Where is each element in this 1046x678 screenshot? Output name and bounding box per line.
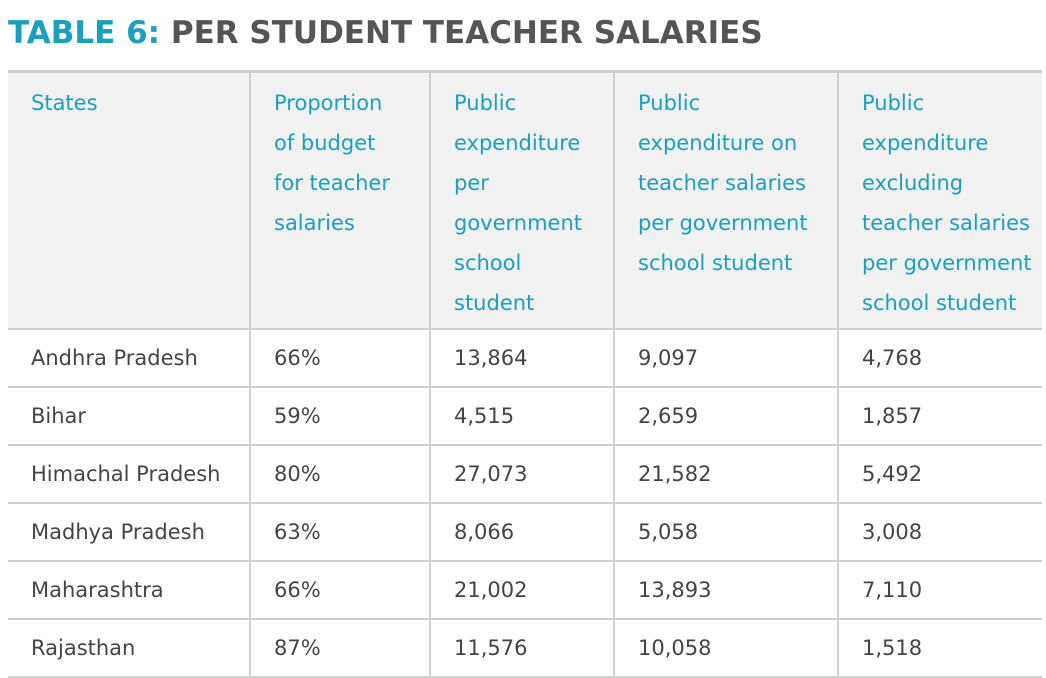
header-line: for teacher bbox=[274, 171, 390, 195]
header-states bbox=[8, 72, 250, 329]
table-row bbox=[8, 503, 1042, 561]
header-line: government bbox=[454, 211, 583, 235]
header-line: Public bbox=[862, 91, 925, 115]
cell-state: Bihar bbox=[31, 403, 87, 428]
cell-expenditure-per-student: 13,864 bbox=[430, 329, 614, 387]
cell-proportion: 80% bbox=[250, 445, 430, 503]
header-line: expenditure on bbox=[638, 131, 798, 155]
cell-excluding-salaries: 3,008 bbox=[838, 503, 1042, 561]
cell-teacher-salaries: 10,058 bbox=[614, 619, 838, 677]
table-row bbox=[8, 387, 1042, 445]
header-line: teacher salaries bbox=[862, 211, 1030, 235]
header-line: of budget bbox=[274, 131, 376, 155]
table-title-prefix: TABLE 6: bbox=[8, 15, 161, 51]
cell-proportion: 66% bbox=[250, 329, 430, 387]
header-row bbox=[8, 72, 1042, 329]
cell-expenditure-per-student: 11,576 bbox=[430, 619, 614, 677]
header-line: Public bbox=[454, 91, 517, 115]
cell-teacher-salaries: 2,659 bbox=[614, 387, 838, 445]
table-row bbox=[8, 445, 1042, 503]
cell-expenditure-per-student: 4,515 bbox=[430, 387, 614, 445]
header-line: States bbox=[31, 91, 98, 115]
cell-excluding-salaries: 4,768 bbox=[838, 329, 1042, 387]
cell-state: Andhra Pradesh bbox=[31, 345, 198, 370]
header-line: school student bbox=[862, 291, 1017, 315]
cell-proportion: 63% bbox=[250, 503, 430, 561]
table-title-text: PER STUDENT TEACHER SALARIES bbox=[170, 15, 763, 51]
cell-proportion: 87% bbox=[250, 619, 430, 677]
cell-excluding-salaries: 7,110 bbox=[838, 561, 1042, 619]
header-line: student bbox=[454, 291, 535, 315]
salary-table bbox=[8, 70, 1042, 678]
cell-state: Madhya Pradesh bbox=[31, 519, 205, 544]
table-row bbox=[8, 329, 1042, 387]
header-line: school student bbox=[638, 251, 793, 275]
cell-excluding-salaries: 1,518 bbox=[838, 619, 1042, 677]
cell-teacher-salaries: 21,582 bbox=[614, 445, 838, 503]
cell-excluding-salaries: 5,492 bbox=[838, 445, 1042, 503]
header-expenditure-per-student bbox=[430, 72, 614, 329]
header-proportion-budget bbox=[250, 72, 430, 329]
cell-proportion: 59% bbox=[250, 387, 430, 445]
header-line: expenditure bbox=[454, 131, 581, 155]
cell-excluding-salaries: 1,857 bbox=[838, 387, 1042, 445]
header-line: per government bbox=[638, 211, 808, 235]
header-expenditure-teacher-salaries bbox=[614, 72, 838, 329]
header-expenditure-excluding-salaries bbox=[838, 72, 1042, 329]
cell-teacher-salaries: 9,097 bbox=[614, 329, 838, 387]
cell-state: Maharashtra bbox=[31, 577, 164, 602]
cell-expenditure-per-student: 27,073 bbox=[430, 445, 614, 503]
header-line: Proportion bbox=[274, 91, 383, 115]
cell-expenditure-per-student: 21,002 bbox=[430, 561, 614, 619]
cell-proportion: 66% bbox=[250, 561, 430, 619]
cell-expenditure-per-student: 8,066 bbox=[430, 503, 614, 561]
header-line: per government bbox=[862, 251, 1032, 275]
header-line: Public bbox=[638, 91, 701, 115]
table-row bbox=[8, 619, 1042, 677]
cell-state: Himachal Pradesh bbox=[31, 461, 221, 486]
header-line: teacher salaries bbox=[638, 171, 806, 195]
header-line: per bbox=[454, 171, 489, 195]
cell-teacher-salaries: 13,893 bbox=[614, 561, 838, 619]
table-title bbox=[8, 10, 763, 56]
header-line: school bbox=[454, 251, 522, 275]
cell-teacher-salaries: 5,058 bbox=[614, 503, 838, 561]
header-line: salaries bbox=[274, 211, 355, 235]
table-row bbox=[8, 561, 1042, 619]
header-line: expenditure bbox=[862, 131, 989, 155]
header-line: excluding bbox=[862, 171, 964, 195]
cell-state: Rajasthan bbox=[31, 635, 136, 660]
